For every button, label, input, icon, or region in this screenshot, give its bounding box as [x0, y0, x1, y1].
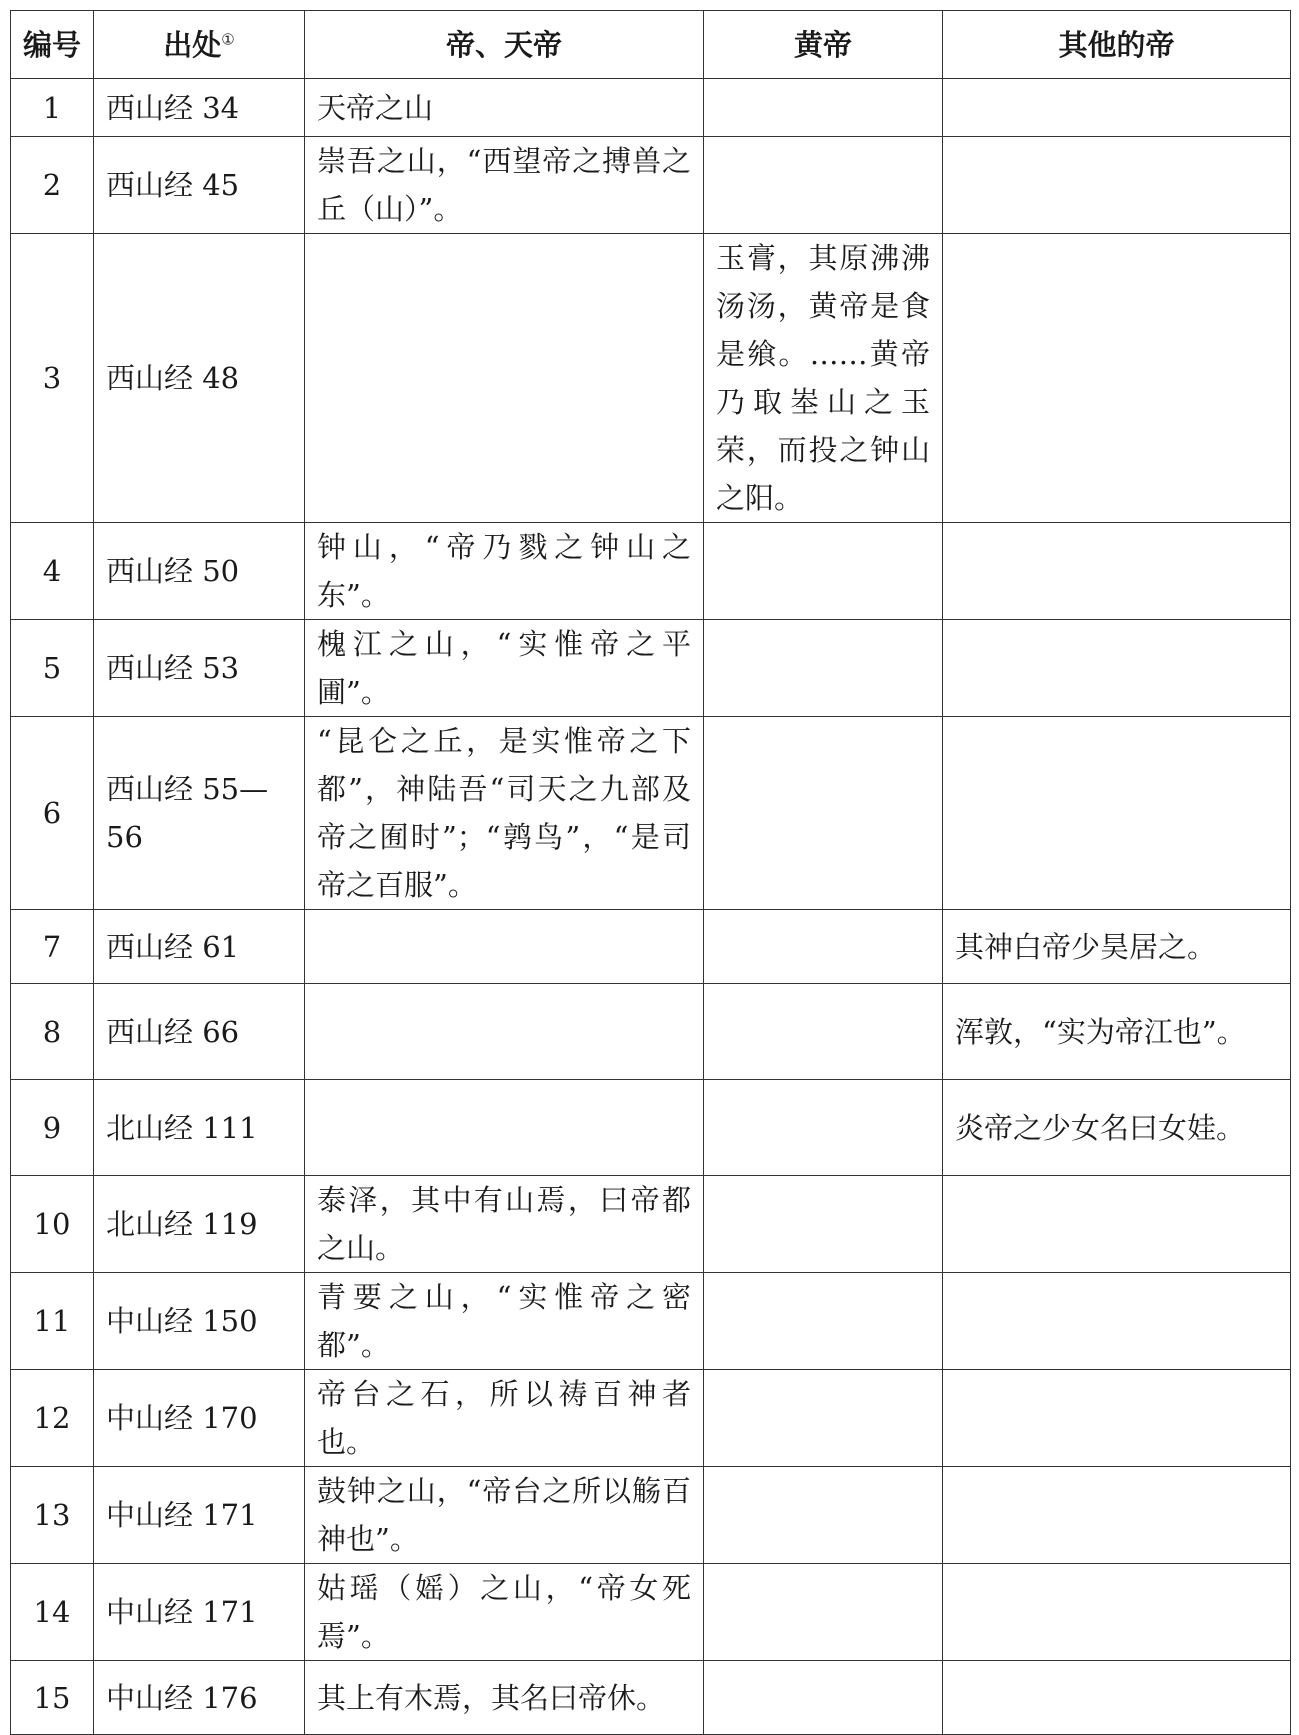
table-row [11, 1370, 1291, 1467]
cell-source: 中山经 171 [94, 1467, 305, 1564]
cell-num: 10 [11, 1176, 94, 1273]
cell-other: 炎帝之少女名曰女娃。 [943, 1080, 1291, 1176]
cell-other: 浑敦，“实为帝江也”。 [943, 984, 1291, 1080]
cell-other: 其神白帝少昊居之。 [943, 910, 1291, 984]
header-row [11, 11, 1291, 79]
cell-huangdi [704, 79, 943, 137]
cell-other [943, 717, 1291, 910]
cell-di [305, 1080, 704, 1176]
cell-source: 西山经 55—56 [94, 717, 305, 910]
cell-huangdi: 玉膏，其原沸沸汤汤，黄帝是食是飨。……黄帝乃取峚山之玉荣，而投之钟山之阳。 [704, 234, 943, 523]
cell-num: 5 [11, 620, 94, 717]
cell-source: 中山经 176 [94, 1661, 305, 1735]
cell-num: 15 [11, 1661, 94, 1735]
table-row [11, 523, 1291, 620]
cell-other [943, 1176, 1291, 1273]
cell-num: 7 [11, 910, 94, 984]
table-row [11, 1564, 1291, 1661]
footnote-mark: ① [221, 29, 235, 48]
cell-di: 槐江之山，“实惟帝之平圃”。 [305, 620, 704, 717]
cell-num: 12 [11, 1370, 94, 1467]
cell-huangdi [704, 910, 943, 984]
cell-num: 11 [11, 1273, 94, 1370]
cell-di [305, 234, 704, 523]
cell-num: 6 [11, 717, 94, 910]
cell-di: 钟山，“帝乃戮之钟山之东”。 [305, 523, 704, 620]
cell-di: 崇吾之山，“西望帝之搏兽之丘（山）”。 [305, 137, 704, 234]
cell-huangdi [704, 1370, 943, 1467]
cell-source: 西山经 66 [94, 984, 305, 1080]
table-row [11, 984, 1291, 1080]
cell-source: 西山经 50 [94, 523, 305, 620]
cell-other [943, 620, 1291, 717]
cell-source: 西山经 34 [94, 79, 305, 137]
cell-source: 西山经 48 [94, 234, 305, 523]
cell-source: 西山经 61 [94, 910, 305, 984]
cell-source: 北山经 119 [94, 1176, 305, 1273]
header-source: 出处① [94, 11, 305, 79]
cell-source: 中山经 170 [94, 1370, 305, 1467]
header-di: 帝、天帝 [305, 11, 704, 79]
table-body [11, 79, 1291, 1735]
cell-source: 中山经 150 [94, 1273, 305, 1370]
header-huangdi: 黄帝 [704, 11, 943, 79]
cell-di: 泰泽，其中有山焉，曰帝都之山。 [305, 1176, 704, 1273]
cell-num: 8 [11, 984, 94, 1080]
cell-source: 西山经 45 [94, 137, 305, 234]
cell-other [943, 523, 1291, 620]
cell-huangdi [704, 984, 943, 1080]
cell-source: 中山经 171 [94, 1564, 305, 1661]
table-row [11, 1467, 1291, 1564]
cell-huangdi [704, 717, 943, 910]
source-table [10, 10, 1291, 1735]
table-row [11, 1273, 1291, 1370]
cell-huangdi [704, 1176, 943, 1273]
header-num: 编号 [11, 11, 94, 79]
cell-num: 1 [11, 79, 94, 137]
cell-other [943, 79, 1291, 137]
cell-di: 青要之山，“实惟帝之密都”。 [305, 1273, 704, 1370]
cell-di: 帝台之石，所以祷百神者也。 [305, 1370, 704, 1467]
cell-huangdi [704, 1273, 943, 1370]
cell-num: 2 [11, 137, 94, 234]
table-row [11, 79, 1291, 137]
cell-huangdi [704, 620, 943, 717]
cell-num: 9 [11, 1080, 94, 1176]
cell-source: 北山经 111 [94, 1080, 305, 1176]
cell-num: 3 [11, 234, 94, 523]
cell-num: 13 [11, 1467, 94, 1564]
table-row [11, 620, 1291, 717]
table-row [11, 234, 1291, 523]
cell-di: 其上有木焉，其名曰帝休。 [305, 1661, 704, 1735]
cell-other [943, 1370, 1291, 1467]
table-row [11, 1661, 1291, 1735]
cell-di [305, 984, 704, 1080]
cell-huangdi [704, 1080, 943, 1176]
cell-huangdi [704, 523, 943, 620]
cell-other [943, 1467, 1291, 1564]
cell-num: 14 [11, 1564, 94, 1661]
table-row [11, 910, 1291, 984]
cell-other [943, 1273, 1291, 1370]
cell-other [943, 137, 1291, 234]
cell-other [943, 234, 1291, 523]
table-row [11, 1080, 1291, 1176]
cell-di [305, 910, 704, 984]
cell-di: “昆仑之丘，是实惟帝之下都”，神陆吾“司天之九部及帝之囿时”；“鹑鸟”，“是司帝之百服”。 [305, 717, 704, 910]
cell-di: 鼓钟之山，“帝台之所以觞百神也”。 [305, 1467, 704, 1564]
cell-num: 4 [11, 523, 94, 620]
table-row [11, 1176, 1291, 1273]
cell-huangdi [704, 1661, 943, 1735]
cell-huangdi [704, 1467, 943, 1564]
cell-huangdi [704, 1564, 943, 1661]
table-row [11, 717, 1291, 910]
cell-other [943, 1661, 1291, 1735]
cell-other [943, 1564, 1291, 1661]
cell-huangdi [704, 137, 943, 234]
cell-di: 姑瑶（媱）之山，“帝女死焉”。 [305, 1564, 704, 1661]
table-row [11, 137, 1291, 234]
header-other: 其他的帝 [943, 11, 1291, 79]
cell-source: 西山经 53 [94, 620, 305, 717]
cell-di: 天帝之山 [305, 79, 704, 137]
